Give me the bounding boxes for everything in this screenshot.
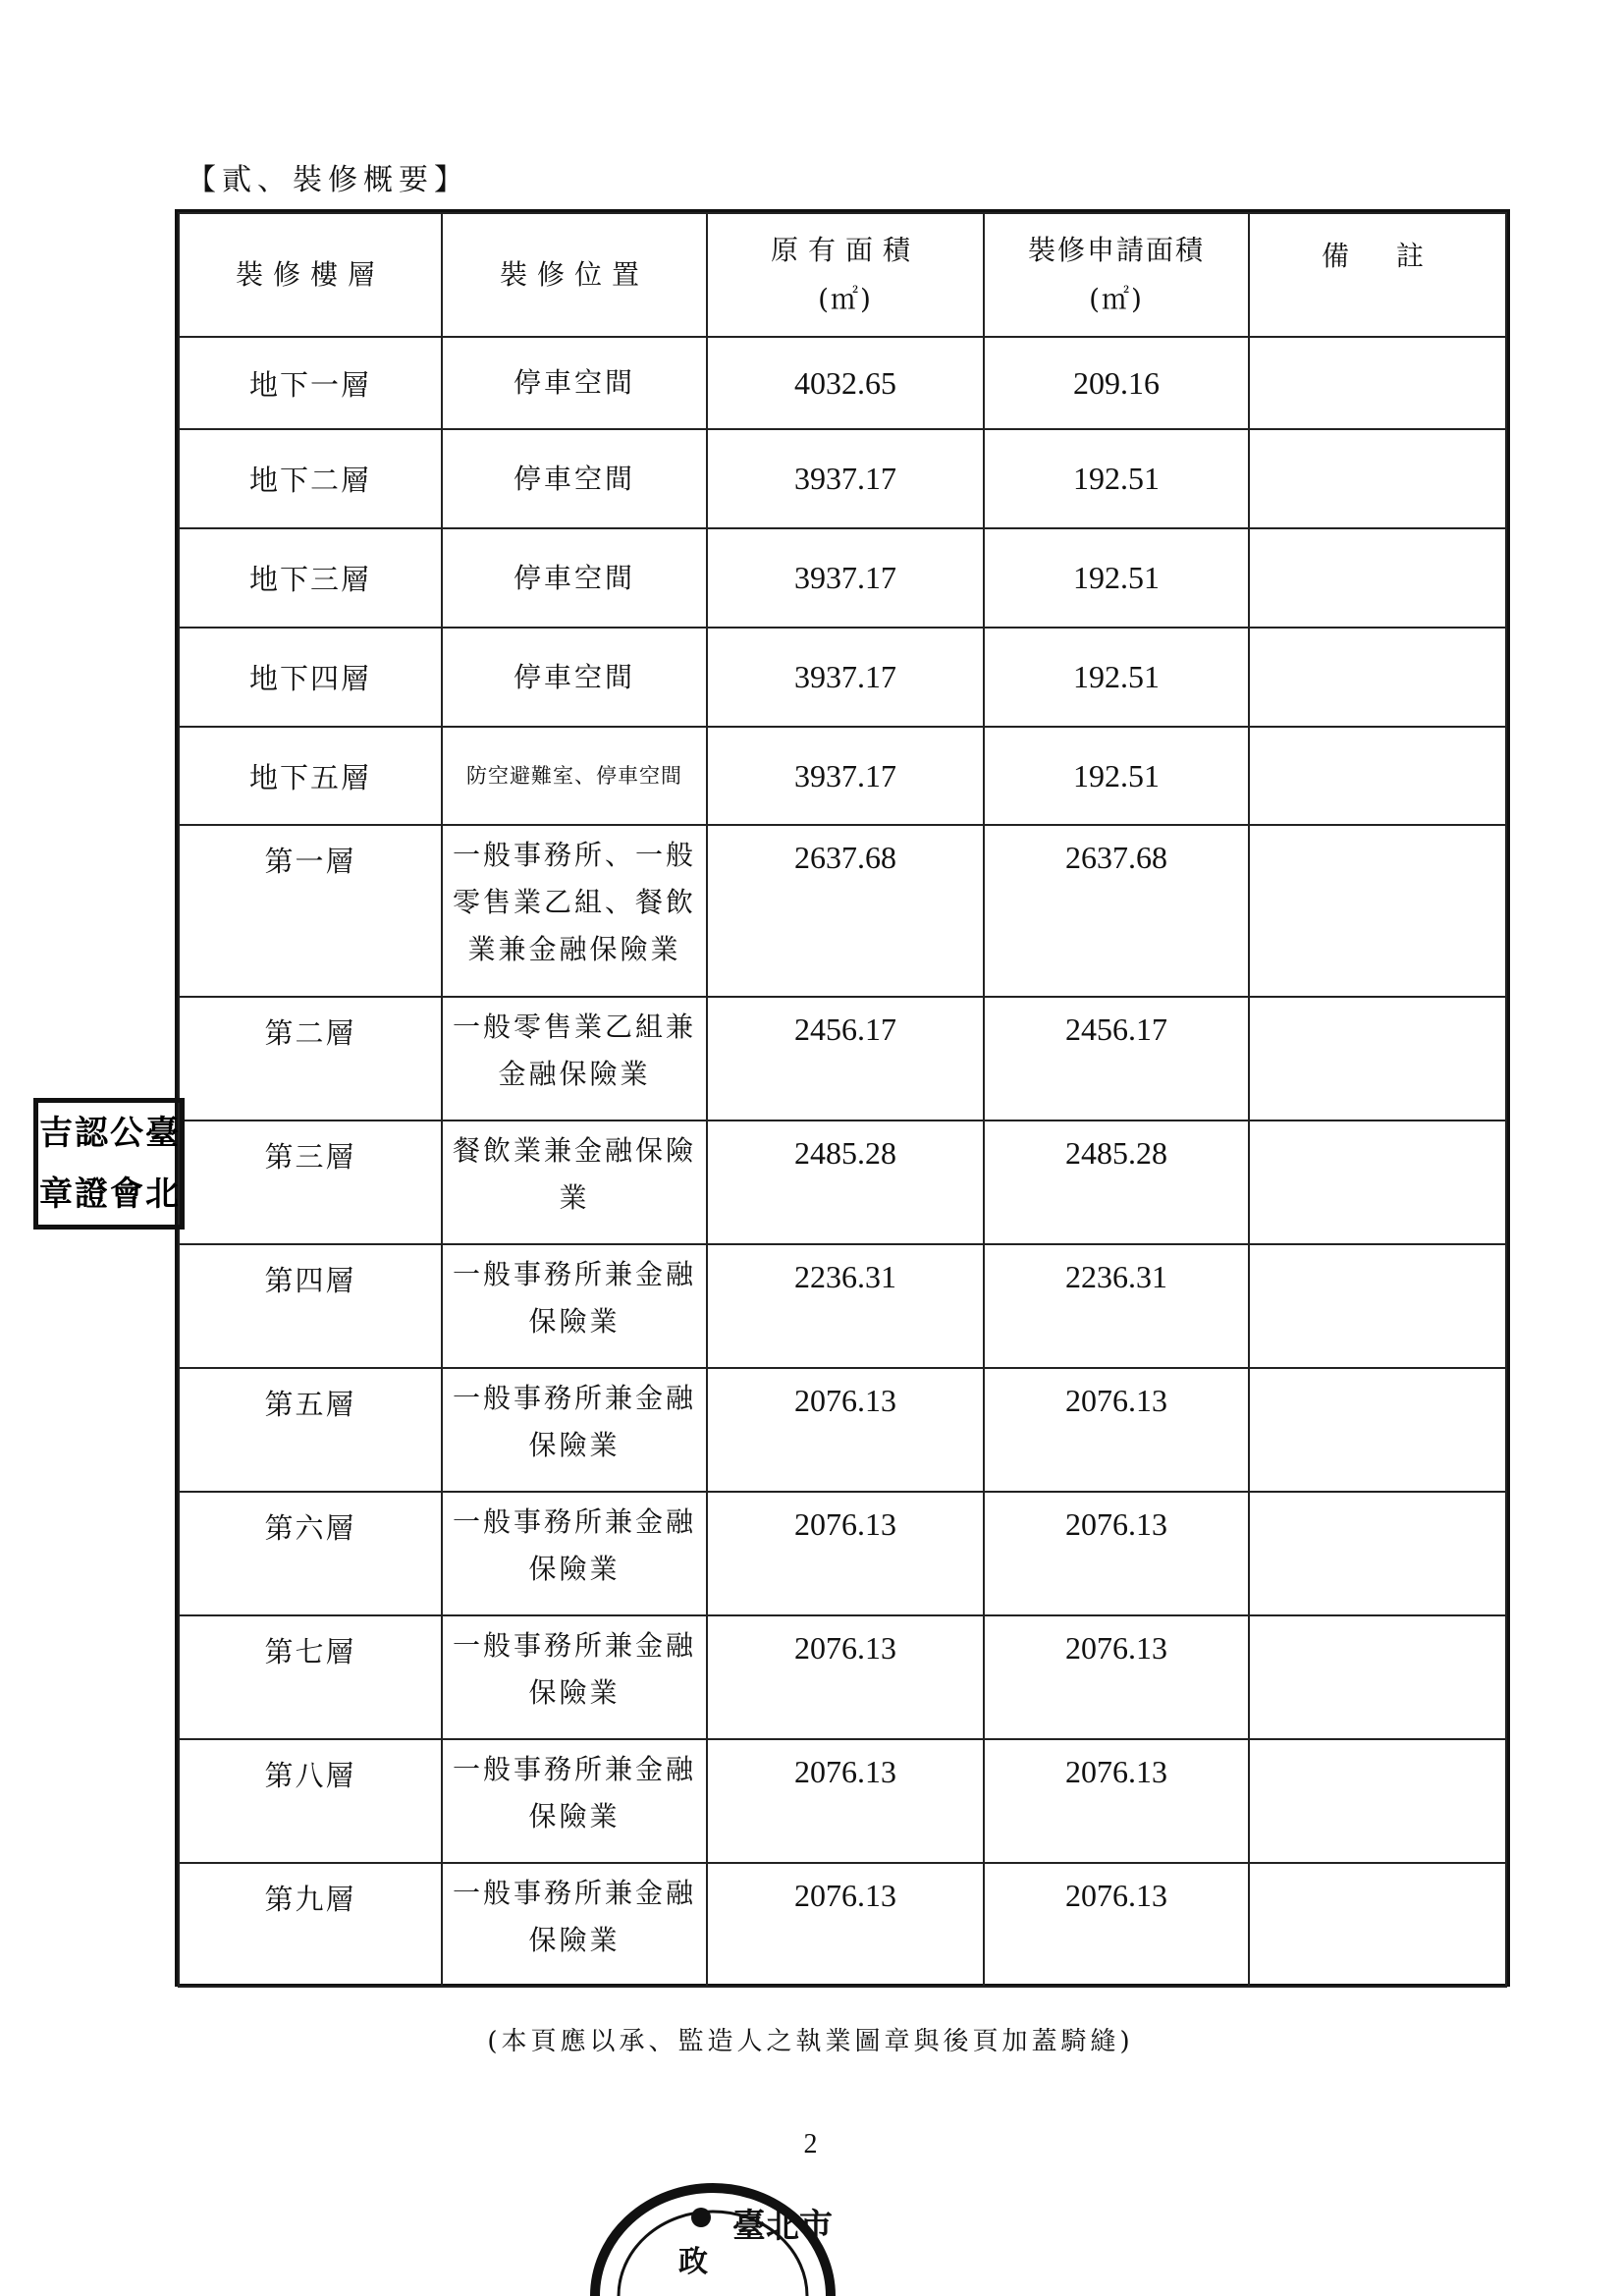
original-area-cell: 2076.13 <box>707 1739 984 1863</box>
table-row <box>179 1739 1506 1863</box>
remarks-cell <box>1249 337 1506 429</box>
remarks-cell <box>1249 727 1506 825</box>
location-cell: 一般事務所兼金融保險業 <box>442 1244 707 1368</box>
applied-area-cell: 2637.68 <box>984 825 1249 997</box>
remarks-cell <box>1249 1492 1506 1615</box>
header-remarks: 備 註 <box>1249 213 1506 337</box>
floor-cell: 第八層 <box>179 1739 442 1863</box>
location-cell: 一般事務所、一般零售業乙組、餐飲業兼金融保險業 <box>442 825 707 997</box>
remarks-cell <box>1249 825 1506 997</box>
floor-cell: 第七層 <box>179 1615 442 1739</box>
table-row <box>179 1121 1506 1244</box>
applied-area-cell: 192.51 <box>984 429 1249 528</box>
header-applied-area <box>984 213 1249 337</box>
applied-area-cell: 2076.13 <box>984 1615 1249 1739</box>
floor-cell: 第六層 <box>179 1492 442 1615</box>
table-row <box>179 727 1506 825</box>
remarks-cell <box>1249 628 1506 727</box>
header-applied-area-label: 裝修申請面積 <box>1027 234 1205 266</box>
svg-text:臺北市: 臺北市 <box>732 2207 833 2246</box>
location-cell: 一般事務所兼金融保險業 <box>442 1368 707 1492</box>
applied-area-cell: 192.51 <box>984 727 1249 825</box>
location-cell: 一般零售業乙組兼金融保險業 <box>442 997 707 1121</box>
floor-cell: 地下四層 <box>179 628 442 727</box>
table-row <box>179 337 1506 429</box>
original-area-cell: 2076.13 <box>707 1615 984 1739</box>
remarks-cell <box>1249 1739 1506 1863</box>
applied-area-cell: 192.51 <box>984 628 1249 727</box>
header-floor: 裝修樓層 <box>179 213 442 337</box>
original-area-cell: 2076.13 <box>707 1863 984 1987</box>
table-row <box>179 997 1506 1121</box>
remarks-cell <box>1249 429 1506 528</box>
applied-area-cell: 2485.28 <box>984 1121 1249 1244</box>
original-area-cell: 2076.13 <box>707 1368 984 1492</box>
header-original-area-unit: (㎡) <box>818 283 873 315</box>
applied-area-cell: 2076.13 <box>984 1368 1249 1492</box>
location-cell: 一般事務所兼金融保險業 <box>442 1492 707 1615</box>
location-cell: 餐飲業兼金融保險業 <box>442 1121 707 1244</box>
table-row <box>179 1368 1506 1492</box>
table-row <box>179 1615 1506 1739</box>
floor-cell: 地下二層 <box>179 429 442 528</box>
original-area-cell: 2637.68 <box>707 825 984 997</box>
table-row <box>179 628 1506 727</box>
floor-cell: 第五層 <box>179 1368 442 1492</box>
floor-cell: 第二層 <box>179 997 442 1121</box>
floor-cell: 地下三層 <box>179 528 442 628</box>
remarks-cell <box>1249 1121 1506 1244</box>
original-area-cell: 4032.65 <box>707 337 984 429</box>
applied-area-cell: 192.51 <box>984 528 1249 628</box>
table-row <box>179 429 1506 528</box>
remarks-cell <box>1249 1615 1506 1739</box>
remarks-cell <box>1249 1244 1506 1368</box>
table-row <box>179 1244 1506 1368</box>
page-number: 2 <box>803 2129 818 2159</box>
original-area-cell: 3937.17 <box>707 528 984 628</box>
applied-area-cell: 209.16 <box>984 337 1249 429</box>
applied-area-cell: 2236.31 <box>984 1244 1249 1368</box>
remarks-cell <box>1249 997 1506 1121</box>
location-cell: 停車空間 <box>442 337 707 429</box>
renovation-summary-table <box>175 209 1510 1987</box>
remarks-cell <box>1249 528 1506 628</box>
location-cell: 停車空間 <box>442 528 707 628</box>
table-header-row <box>179 213 1506 337</box>
original-area-cell: 3937.17 <box>707 429 984 528</box>
location-cell: 一般事務所兼金融保險業 <box>442 1863 707 1987</box>
applied-area-cell: 2456.17 <box>984 997 1249 1121</box>
remarks-cell <box>1249 1368 1506 1492</box>
original-area-cell: 2456.17 <box>707 997 984 1121</box>
original-area-cell: 2236.31 <box>707 1244 984 1368</box>
location-cell: 一般事務所兼金融保險業 <box>442 1615 707 1739</box>
original-area-cell: 2485.28 <box>707 1121 984 1244</box>
table-row <box>179 825 1506 997</box>
original-area-cell: 3937.17 <box>707 628 984 727</box>
original-area-cell: 3937.17 <box>707 727 984 825</box>
floor-cell: 第一層 <box>179 825 442 997</box>
header-original-area-label: 原有面積 <box>770 234 920 266</box>
table-row <box>179 528 1506 628</box>
location-cell: 防空避難室、停車空間 <box>442 727 707 825</box>
floor-cell: 地下五層 <box>179 727 442 825</box>
floor-cell: 第四層 <box>179 1244 442 1368</box>
original-area-cell: 2076.13 <box>707 1492 984 1615</box>
location-cell: 一般事務所兼金融保險業 <box>442 1739 707 1863</box>
header-location: 裝修位置 <box>442 213 707 337</box>
architect-seal-stamp: 吉 認 公 臺 章 證 會 北 <box>33 1098 185 1230</box>
floor-cell: 第九層 <box>179 1863 442 1987</box>
section-title: 【貳、裝修概要】 <box>187 163 469 197</box>
applied-area-cell: 2076.13 <box>984 1739 1249 1863</box>
svg-text:政: 政 <box>678 2245 708 2279</box>
floor-cell: 第三層 <box>179 1121 442 1244</box>
table-row <box>179 1863 1506 1987</box>
government-seal-stamp <box>585 2178 840 2296</box>
applied-area-cell: 2076.13 <box>984 1863 1249 1987</box>
location-cell: 停車空間 <box>442 628 707 727</box>
header-applied-area-unit: (㎡) <box>1089 283 1144 315</box>
floor-cell: 地下一層 <box>179 337 442 429</box>
page-footnote: (本頁應以承、監造人之執業圖章與後頁加蓋騎縫) <box>487 2027 1134 2056</box>
remarks-cell <box>1249 1863 1506 1987</box>
header-original-area <box>707 213 984 337</box>
applied-area-cell: 2076.13 <box>984 1492 1249 1615</box>
location-cell: 停車空間 <box>442 429 707 528</box>
table-row <box>179 1492 1506 1615</box>
